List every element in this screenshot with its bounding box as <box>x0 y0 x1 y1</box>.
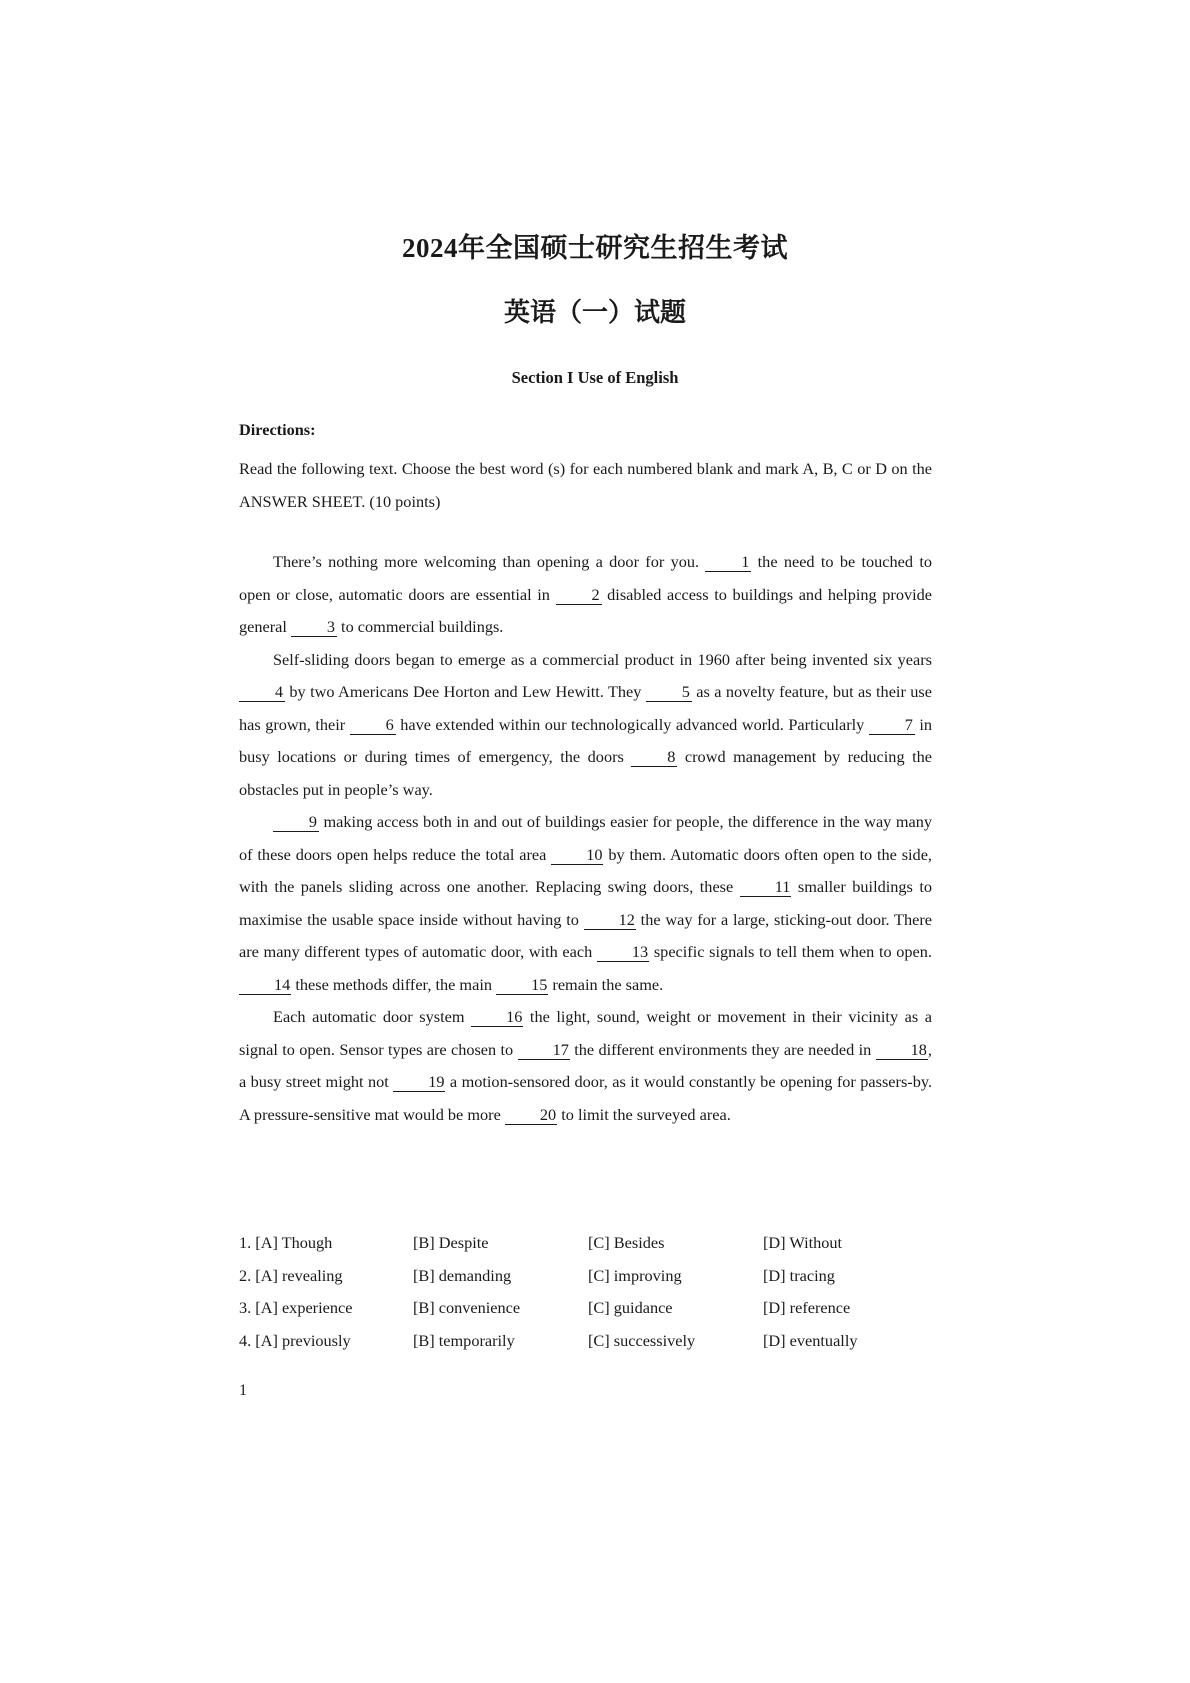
text: the need to be touched to open or close, automatic doors are essential in <box>239 552 932 604</box>
passage <box>239 546 932 1131</box>
text: , a busy street might not <box>239 1039 932 1091</box>
option-row-2 <box>239 1260 939 1293</box>
blank-6: 6 <box>350 716 396 735</box>
text: the different environments they are needed in <box>569 1039 876 1059</box>
text: Each automatic door system <box>273 1007 472 1026</box>
text: as a novelty feature, but as their use has grown, their <box>239 682 932 734</box>
option-c: [C] guidance <box>588 1298 673 1317</box>
option-b: [B] convenience <box>413 1298 521 1317</box>
blank-20: 20 <box>505 1106 557 1125</box>
blank-12: 12 <box>584 911 636 930</box>
text: by two Americans Dee Horton and Lew Hewitt. They <box>285 682 646 701</box>
option-c: [C] Besides <box>588 1233 665 1252</box>
blank-13: 13 <box>597 943 649 962</box>
blank-2: 2 <box>556 586 602 605</box>
text: the way for a large, sticking-out door. There are many different types of automatic door, with each <box>239 909 932 961</box>
option-d: [D] eventually <box>763 1330 858 1350</box>
blank-3: 3 <box>291 618 337 637</box>
option-d: [D] tracing <box>763 1265 835 1285</box>
text: the light, sound, weight or movement in their vicinity as a signal to open. Sensor types are chosen to <box>239 1007 932 1059</box>
option-a: 3. [A] experience <box>239 1298 353 1317</box>
option-row-3 <box>239 1292 939 1325</box>
blank-8: 8 <box>631 748 677 767</box>
option-d: [D] Without <box>763 1233 843 1252</box>
blank-5: 5 <box>646 683 692 702</box>
paragraph-1 <box>239 546 932 644</box>
text: in busy locations or during times of emergency, the doors <box>239 714 932 766</box>
directions-text: Read the following text. Choose the best word (s) for each numbered blank and mark A, B, C or D on the ANSWER SHEET. (10 points) <box>239 459 932 511</box>
text: making access both in and out of buildings easier for people, the difference in the way many of these doors open helps reduce the total area <box>239 812 932 864</box>
blank-14: 14 <box>239 976 291 995</box>
text: to limit the surveyed area. <box>557 1104 731 1124</box>
text: There’s nothing more welcoming than opening a door for you. <box>273 552 706 571</box>
blank-9: 9 <box>273 813 319 832</box>
text: these methods differ, the main <box>291 974 497 994</box>
text: to commercial buildings. <box>336 617 504 636</box>
exam-title: 2024年全国硕士研究生招生考试 <box>402 233 788 263</box>
blank-11: 11 <box>740 878 792 897</box>
section-title: Section I Use of English <box>511 368 679 387</box>
blank-7: 7 <box>869 716 915 735</box>
option-b: [B] demanding <box>413 1265 512 1285</box>
text: crowd management by reducing the obstacles put in people’s way. <box>239 747 932 799</box>
option-row-4 <box>239 1325 939 1358</box>
exam-subtitle: 英语（一）试题 <box>503 298 686 327</box>
paragraph-3 <box>239 806 932 1001</box>
blank-10: 10 <box>551 846 603 865</box>
text: disabled access to buildings and helping provide general <box>239 584 932 636</box>
text: smaller buildings to maximise the usable space inside without having to <box>239 877 933 929</box>
blank-15: 15 <box>496 976 548 995</box>
option-a: 4. [A] previously <box>239 1330 351 1350</box>
blank-16: 16 <box>471 1008 523 1027</box>
text: have extended within our technologically advanced world. Particularly <box>395 714 869 734</box>
blank-18: 18 <box>876 1041 928 1060</box>
option-d: [D] reference <box>763 1298 851 1317</box>
option-a: 2. [A] revealing <box>239 1265 343 1285</box>
blank-19: 19 <box>393 1073 445 1092</box>
option-b: [B] temporarily <box>413 1330 515 1350</box>
paragraph-2 <box>239 644 932 807</box>
option-b: [B] Despite <box>413 1233 489 1252</box>
text: by them. Automatic doors often open to the side, with the panels sliding across one another. Replacing swing doors, these <box>239 844 932 896</box>
page-number: 1 <box>239 1382 247 1399</box>
text: remain the same. <box>548 974 664 994</box>
options-list <box>239 1227 939 1357</box>
blank-1: 1 <box>705 553 751 572</box>
directions-heading: Directions: <box>239 420 316 439</box>
blank-4: 4 <box>239 683 285 702</box>
option-a: 1. [A] Though <box>239 1233 333 1252</box>
text: specific signals to tell them when to open. <box>649 942 932 961</box>
paragraph-4 <box>239 1001 932 1131</box>
text: a motion-sensored door, as it would constantly be opening for passers-by. A pressure-sensitive mat would be more <box>239 1072 933 1124</box>
blank-17: 17 <box>518 1041 570 1060</box>
text: Self-sliding doors began to emerge as a commercial product in 1960 after being invented six years <box>273 649 932 669</box>
option-row-1 <box>239 1227 939 1260</box>
option-c: [C] successively <box>588 1330 696 1350</box>
option-c: [C] improving <box>588 1265 682 1285</box>
